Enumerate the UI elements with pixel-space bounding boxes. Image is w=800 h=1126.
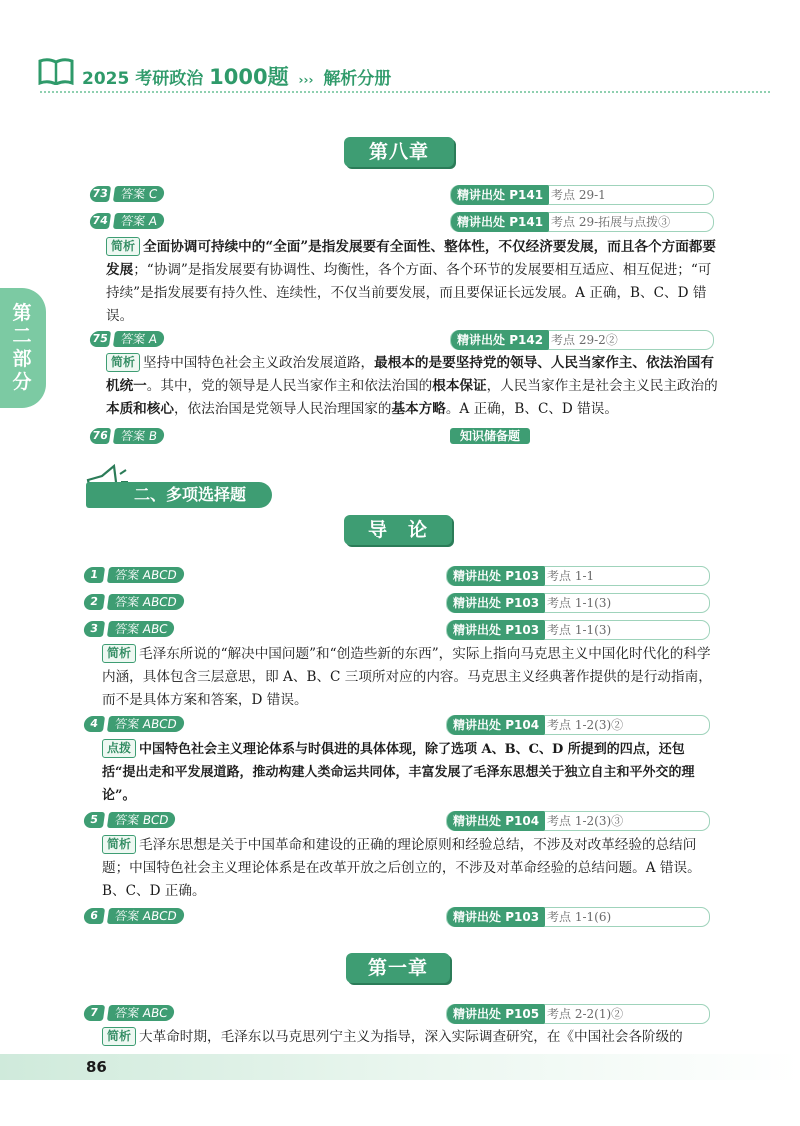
answer-badge: 答案 ABC [107,1005,176,1021]
answer-badge: 答案 ABCD [107,908,185,924]
analysis-tag: 简析 [106,353,140,372]
source-reference: 精讲出处 P103 考点 1-1(3) [446,620,710,640]
analysis-tag: 简析 [102,644,136,663]
source-reference: 精讲出处 P104 考点 1-2(3)② [446,715,710,735]
analysis-tag: 简析 [102,1027,136,1046]
item-number: 6 [83,908,105,924]
answer-badge: 答案 C [113,186,165,202]
answer-badge: 答案 ABC [107,621,176,637]
item-number: 1 [83,567,105,583]
chapter-banner-intro: 导 论 [344,515,452,545]
item-number: 4 [83,716,105,732]
page-header [0,0,800,100]
answer-badge: 答案 ABCD [107,716,185,732]
knowledge-badge: 知识储备题 [450,428,530,444]
answer-badge: 答案 ABCD [107,594,185,610]
source-reference: 精讲出处 P103 考点 1-1(6) [446,907,710,927]
item-number: 2 [83,594,105,610]
analysis-tag: 简析 [102,835,136,854]
header-divider [40,91,770,93]
analysis-paragraph: 简析 全面协调可持续中的“全面”是指发展要有全面性、整体性，不仅经济要发展，而且各个方面都要发展；“协调”是指发展要有协调性、均衡性，各个方面、各个环节的发展要相互适应、相互促进；“可持续”是指发展要有持久性、连续性，不仅当前要发展，而且要保证长远发展。A 正确，B、C、D 错误。 [106,239,716,324]
item-number: 76 [89,428,111,444]
item-number: 5 [83,812,105,828]
source-reference: 精讲出处 P141 考点 29-拓展与点拨③ [450,212,714,232]
tip-paragraph: 点拨 中国特色社会主义理论体系与时俱进的具体体现，除了选项 A、B、C、D 所提到的四点，还包括“提出走和平发展道路，推动构建人类命运共同体，丰富发展了毛泽东思想关于独立自主和平外交的理论”。 [102,741,695,803]
analysis-paragraph: 简析 毛泽东所说的“解决中国问题”和“创造些新的东西”，实际上指向马克思主义中国化时代化的科学内涵，具体包含三层意思，即 A、B、C 三项所对应的内容。马克思主义经典著作提供的是行动指南，而不是具体方案和答案，D 错误。 [102,646,712,708]
analysis-paragraph: 简析 大革命时期，毛泽东以马克思列宁主义为指导，深入实际调查研究，在《中国社会各阶级的 [102,1026,718,1049]
item-number: 3 [83,621,105,637]
answer-badge: 答案 ABCD [107,567,185,583]
source-reference: 精讲出处 P141 考点 29-1 [450,185,714,205]
analysis-paragraph: 简析 坚持中国特色社会主义政治发展道路，最根本的是要坚持党的领导、人民当家作主、依法治国有机统一。其中，党的领导是人民当家作主和依法治国的根本保证，人民当家作主是社会主义民主政治的本质和核心，依法治国是党领导人民治理国家的基本方略。A 正确，B、C、D 错误。 [106,355,718,417]
chapter-banner-8: 第八章 [344,137,454,167]
item-number: 7 [83,1005,105,1021]
book-icon [38,58,74,85]
analysis-tag: 简析 [106,237,140,256]
section-header: 二、多项选择题 [86,482,272,508]
answer-badge: 答案 B [113,428,165,444]
answer-badge: 答案 A [113,331,165,347]
analysis-paragraph: 简析 毛泽东思想是关于中国革命和建设的正确的理论原则和经验总结，不涉及对改革经验的总结问题；中国特色社会主义理论体系是在改革开放之后创立的，不涉及对革命经验的总结问题。A 错误。B、C、D 正确。 [102,837,701,899]
source-reference: 精讲出处 P142 考点 29-2② [450,330,714,350]
tip-tag: 点拨 [102,739,136,758]
footer-bar [0,1054,800,1080]
source-reference: 精讲出处 P103 考点 1-1(3) [446,593,710,613]
source-reference: 精讲出处 P105 考点 2-2(1)② [446,1004,710,1024]
source-reference: 精讲出处 P104 考点 1-2(3)③ [446,811,710,831]
answer-badge: 答案 BCD [107,812,177,828]
item-number: 74 [89,213,111,229]
answer-badge: 答案 A [113,213,165,229]
side-part-tab: 第二部分 [0,288,46,408]
header-title: 2025 考研政治 1000题 ››› 解析分册 [82,65,392,89]
item-number: 75 [89,331,111,347]
page-number: 86 [86,1058,107,1076]
source-reference: 精讲出处 P103 考点 1-1 [446,566,710,586]
item-number: 73 [89,186,111,202]
chapter-banner-1: 第一章 [346,953,450,983]
